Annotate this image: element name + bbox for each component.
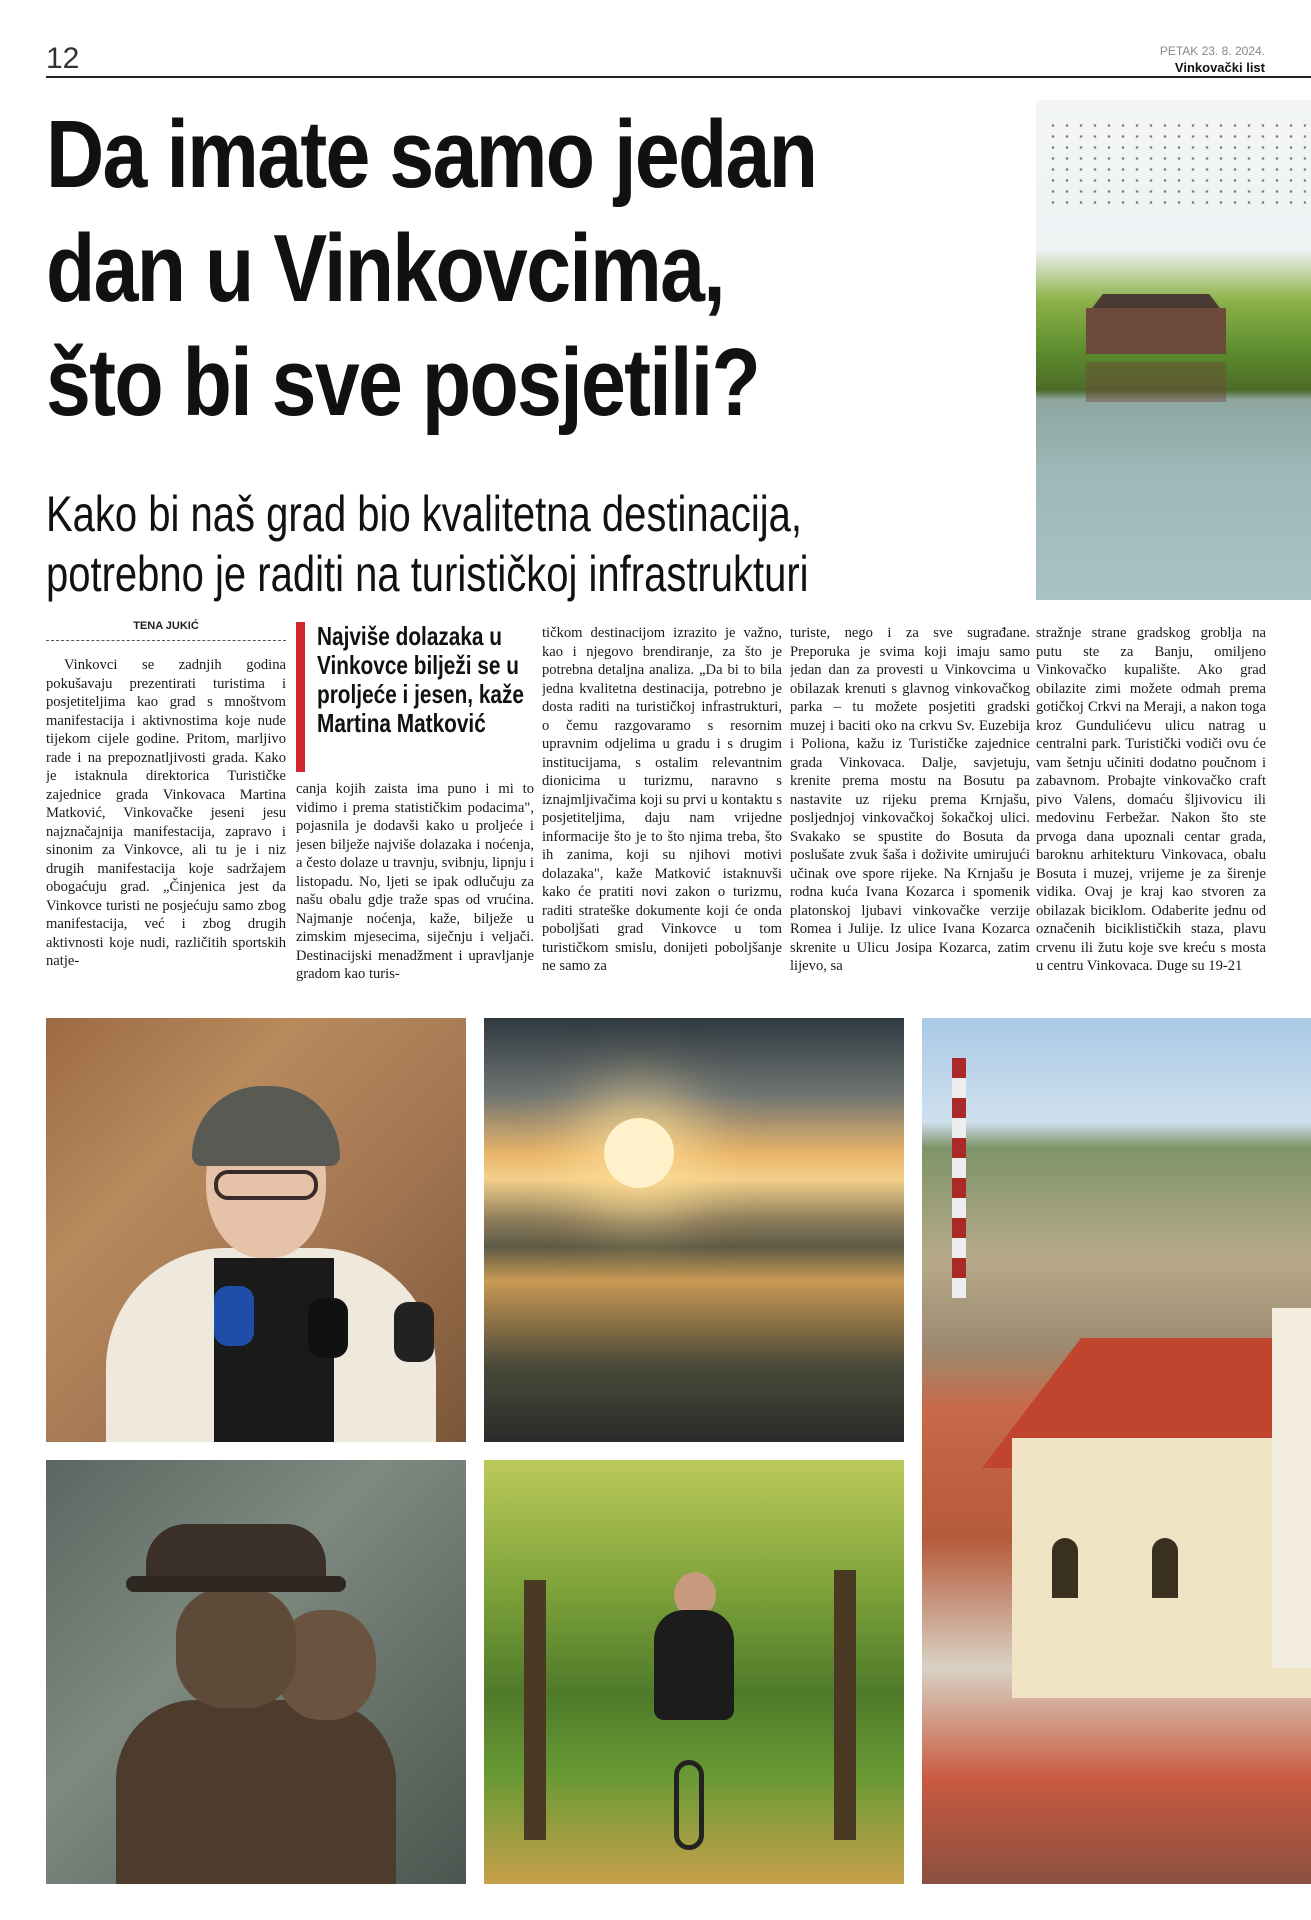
photo-lake (1036, 100, 1311, 600)
hair (192, 1086, 340, 1166)
wooden-house (1086, 308, 1226, 354)
church-window (1152, 1538, 1178, 1598)
statue-hat (146, 1524, 326, 1584)
radio-tower (952, 1058, 966, 1298)
author-byline: TENA JUKIĆ (133, 620, 199, 632)
church-steeple (1272, 1308, 1311, 1668)
column-text: tičkom destinacijom izrazito je važno, kao i njegovo brendiranje, za što je potrebna detaljna analiza. „Da bi to bila jedna kvalitetna destinacija, potrebno je dosta raditi na turističkoj infrastrukturi, o čemu razgovaramo s resornim upravnim odjelima u gradu i s drugim institucijama, s ostalim relevantnim dionicima u turizmu, naravno s iznajmljivačima koji su prvi u kontaktu s posjetiteljima, daju nam vrijedne informacije što je to što njima treba, što ih zanima, koji su njihovi motivi dolazaka", kaže Matković istaknuvši kako će pratiti novi zakon o turizmu, raditi strateške dokumente koji će onda poboljšati grad Vinkovce u tom turističkom smislu, donijeti poboljšanje ne samo za (542, 625, 782, 974)
header-rule (46, 76, 1311, 78)
article-column-3 (542, 624, 782, 1008)
byline-rule (46, 640, 286, 641)
issue-date: PETAK 23. 8. 2024. (1159, 44, 1265, 58)
page-number: 12 (46, 42, 80, 75)
statue-hat-brim (126, 1576, 346, 1592)
rider (654, 1610, 734, 1720)
article-column-2 (296, 780, 534, 1008)
column-text: canja kojih zaista ima puno i mi to vidimo i prema statističkim podacima", pojasnila je dodavši kako u proljeće i jesen bilježe najviše dolazaka i noćenja, a često dolaze u travnju, svibnju, lipnju i listopadu. No, ljeti se ipak odlučuju za našu obalu gdje traže spas od vrućina. Najmanje noćenja, kaže, bilježe u zimskim mjesecima, siječnju i veljači. Destinacijski menadžment i upravljanje gradom kao turis- (296, 781, 534, 982)
photo-bike (484, 1460, 904, 1884)
headline-line: što bi sve posjetili? (46, 329, 760, 436)
photo-sunset (484, 1018, 904, 1442)
church-window (1052, 1538, 1078, 1598)
photo-town (922, 1018, 1311, 1884)
headline (46, 98, 869, 440)
photo-portrait (46, 1018, 466, 1442)
subtitle-line: potrebno je raditi na turističkoj infrastrukturi (46, 546, 809, 602)
headline-line: dan u Vinkovcima, (46, 215, 725, 322)
microphone (394, 1302, 434, 1362)
house-reflection (1086, 362, 1226, 402)
pull-quote (296, 622, 534, 772)
statue-head (176, 1588, 296, 1708)
subtitle (46, 484, 846, 604)
article-column-4 (790, 624, 1030, 1008)
microphone (308, 1298, 348, 1358)
pull-quote-text: Najviše dolazaka u Vinkovce bilježi se u proljeće i jesen, kaže Martina Matković (317, 621, 524, 738)
subtitle-line: Kako bi naš grad bio kvalitetna destinacija, (46, 486, 803, 542)
article-column-5 (1036, 624, 1266, 1008)
newspaper-name: Vinkovački list (1174, 60, 1265, 75)
tree-trunk (834, 1570, 856, 1840)
bicycle-wheel (674, 1760, 704, 1850)
tree-trunk (524, 1580, 546, 1840)
microphone (214, 1286, 254, 1346)
photo-statue (46, 1460, 466, 1884)
article-column-1 (46, 656, 286, 1006)
column-text: turiste, nego i za sve sugrađane. Preporuka je svima koji imaju samo jedan dan za provesti u Vinkovcima u obilazak krenuti s glavnog vinkovačkog parka – tu možete posjetiti gradski muzej i baciti oko na crkvu Sv. Euzebija i Poliona, kažu iz Turističke zajednice grada Vinkovaca. Dalje, savjetuju, krenite prema mostu na Bosutu pa nastavite uz rijeku prema Krnjašu, posljednjoj vinkovačkoj šokačkoj ulici. Svakako se spustite do Bosuta da poslušate zvuk šaša i doživite umirujući učinak ove spore rijeke. Na Krnjašu je rodna kuća Ivana Kozarca i spomenik platonskoj ljubavi vinkovačke verzije Romea i Julije. Iz ulice Ivana Kozarca skrenite u Ulicu Josipa Kozarca, zatim lijevo, sa (790, 625, 1030, 974)
birds-flock (1046, 120, 1306, 210)
column-text: Vinkovci se zadnjih godina pokušavaju prezentirati turistima i posjetiteljima kao grad s mnoštvom manifestacija i aktivnostima koje nude tijekom cijele godine. Pritom, marljivo rade i na prepoznatljivosti grada. Kako je istaknula direktorica Turističke zajednice grada Vinkovaca Martina Matković, Vinkovačke jeseni jesu najznačajnija manifestacija, zapravo i sinonim za Vinkovce, ali tu je i niz drugih manifestacija koje sadržajem obogaćuju grad. „Činjenica jest da Vinkovce turisti ne posjećuju samo zbog manifestacija, već i zbog drugih aktivnosti koje nudi, različitih sportskih natje- (46, 657, 286, 969)
headline-line: Da imate samo jedan (46, 101, 817, 208)
glasses (214, 1170, 318, 1200)
statue-body (116, 1700, 396, 1884)
column-text: stražnje strane gradskog groblja na putu ste za Banju, omiljeno Vinkovačko kupalište. Ako grad obilazite zimi možete odmah prema gotičkoj Crkvi na Meraji, a nakon toga kroz Gundulićevu ulicu natrag u centralni park. Turistički vodiči ovu će vam šetnju učiniti dodatno poučnom i zabavnom. Probajte vinkovačko craft pivo Valens, domaću šljivovicu ili medovinu Ferbežar. Nakon što ste prvoga dana upoznali centar grada, baroknu arhitekturu Vinkovaca, obalu Bosuta i muzej, vrijeme je za širenje vidika. Ovaj je kraj kao stvoren za obilazak biciklom. Odaberite jednu od označenih biciklističkih staza, plavu crvenu ili žutu koje sve kreću s mosta u centru Vinkovaca. Duge su 19-21 (1036, 625, 1266, 974)
sun (604, 1118, 674, 1188)
